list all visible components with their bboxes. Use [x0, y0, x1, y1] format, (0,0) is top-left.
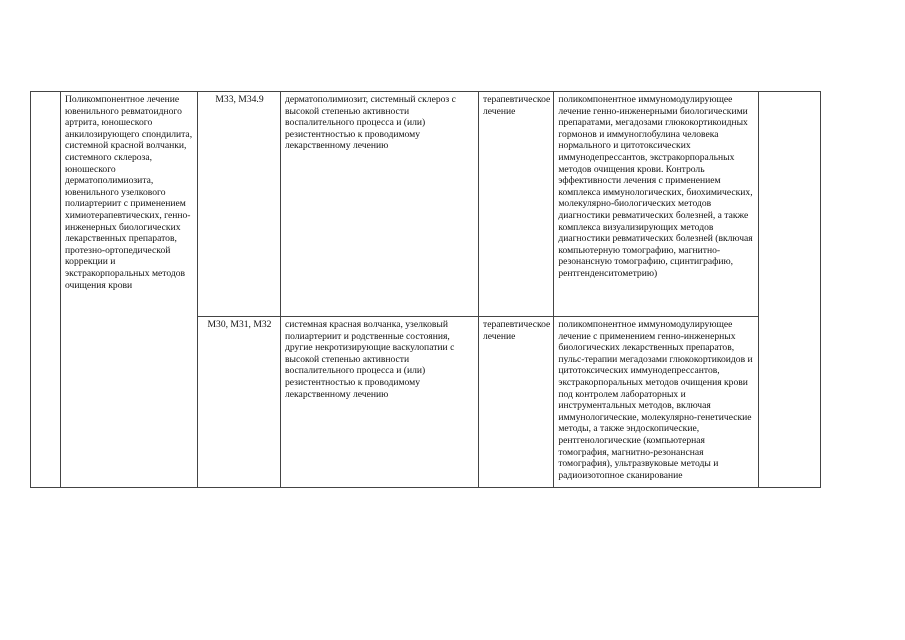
table-row	[31, 92, 821, 317]
diagnosis-cell: системная красная волчанка, узелковый полиартериит и родственные состояния, другие некротизирующие васкулопатии с высокой степенью активности воспалительного процесса и (или) резистентностью к проводимому лекарственному лечению	[281, 317, 479, 488]
diagnosis-cell: дерматополимиозит, системный склероз с высокой степенью активности воспалительного процесса и (или) резистентностью к проводимому лекарственному лечению	[281, 92, 479, 317]
treatment-type-cell: терапевтическое лечение	[479, 317, 554, 488]
treatment-description-cell: поликомпонентное иммуномодулирующее лечение генно-инженерными биологическими препаратами, мегадозами глюкокортикоидных гормонов и иммуноглобулина человека нормального и цитотоксических иммунодепрессантов, экстракорпоральных методов очищения крови. Контроль эффективности лечения с применением комплекса иммунологических, биохимических, молекулярно-биологических методов диагностики ревматических болезней, а также комплекса визуализирующих методов диагностики ревматических болезней (включая компьютерную томографию, магнитно-резонансную томографию, сцинтиграфию, рентгенденситометрию)	[554, 92, 759, 317]
treatment-type-cell: терапевтическое лечение	[479, 92, 554, 317]
icd-codes-cell: M33, M34.9	[198, 92, 281, 317]
funding-cell	[759, 92, 821, 488]
treatment-description-cell: поликомпонентное иммуномодулирующее лечение с применением генно-инженерных биологических лекарственных препаратов, пульс-терапии мегадозами глюкокортикоидов и цитотоксических иммунодепрессантов, экстракорпоральных методов очищения крови под контролем лабораторных и инструментальных методов, включая иммунологические, молекулярно-генетические методы, а также эндоскопические, рентгенологические (компьютерная томография, магнитно-резонансная томография), ультразвуковые методы и радиоизотопное сканирование	[554, 317, 759, 488]
medical-care-table	[30, 91, 821, 488]
row-number-cell	[31, 92, 61, 488]
icd-codes-cell: M30, M31, M32	[198, 317, 281, 488]
treatment-method-cell: Поликомпонентное лечение ювенильного ревматоидного артрита, юношеского анкилозирующего спондилита, системной красной волчанки, системного склероза, юношеского дерматополимиозита, ювенильного узелкового полиартериит с применением химиотерапевтических, генно-инженерных биологических лекарственных препаратов, протезно-ортопедической коррекции и экстракорпоральных методов очищения крови	[61, 92, 198, 488]
